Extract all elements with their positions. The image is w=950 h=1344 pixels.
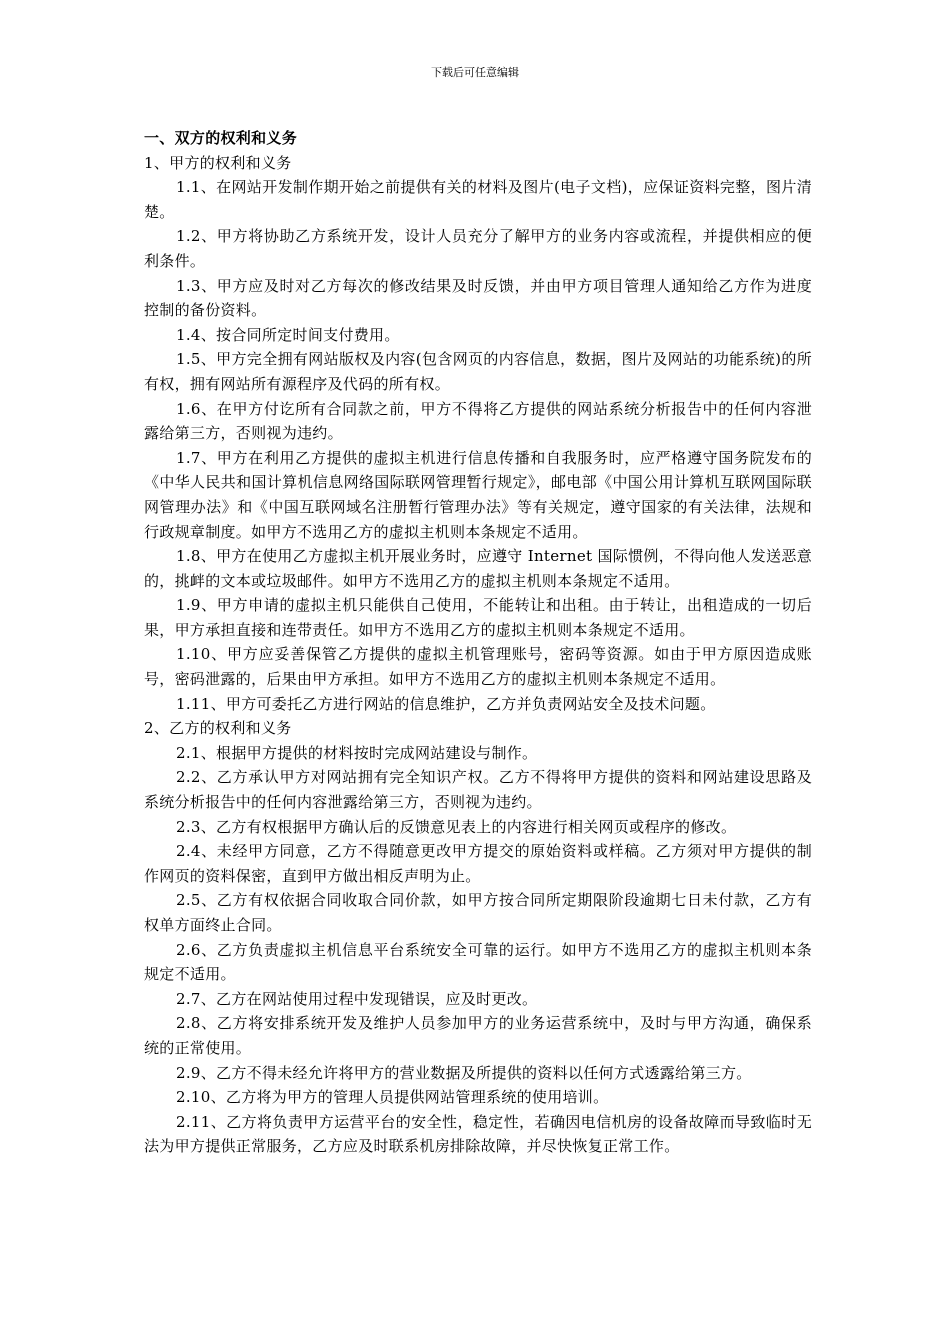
document-body <box>144 126 812 1159</box>
clause-1-2: 1.2、甲方将协助乙方系统开发，设计人员充分了解甲方的业务内容或流程，并提供相应的便利条件。 <box>144 227 812 270</box>
clause-1-5: 1.5、甲方完全拥有网站版权及内容(包含网页的内容信息，数据，图片及网站的功能系统)的所有权，拥有网站所有源程序及代码的所有权。 <box>144 350 812 393</box>
clause-1-9: 1.9、甲方申请的虚拟主机只能供自己使用，不能转让和出租。由于转让，出租造成的一切后果，甲方承担直接和连带责任。如甲方不选用乙方的虚拟主机则本条规定不适用。 <box>144 596 812 639</box>
clause-1-1: 1.1、在网站开发制作期开始之前提供有关的材料及图片(电子文档)，应保证资料完整，图片清楚。 <box>144 178 812 221</box>
page-header: 下载后可任意编辑 <box>431 66 519 79</box>
section-title: 一、双方的权利和义务 <box>144 129 298 147</box>
party-a-heading: 1、甲方的权利和义务 <box>144 153 292 172</box>
clause-2-7: 2.7、乙方在网站使用过程中发现错误，应及时更改。 <box>176 989 538 1008</box>
clause-1-10: 1.10、甲方应妥善保管乙方提供的虚拟主机管理账号，密码等资源。如由于甲方原因造成账号，密码泄露的，后果由甲方承担。如甲方不选用乙方的虚拟主机则本条规定不适用。 <box>144 645 812 689</box>
clause-2-8: 2.8、乙方将安排系统开发及维护人员参加甲方的业务运营系统中，及时与甲方沟通，确保系统的正常使用。 <box>144 1014 812 1057</box>
clause-1-8: 1.8、甲方在使用乙方虚拟主机开展业务时，应遵守 Internet 国际惯例，不得向他人发送恶意的，挑衅的文本或垃圾邮件。如甲方不选用乙方的虚拟主机则本条规定不适用。 <box>144 547 812 590</box>
clause-2-4: 2.4、未经甲方同意，乙方不得随意更改甲方提交的原始资料或样稿。乙方须对甲方提供的制作网页的资料保密，直到甲方做出相反声明为止。 <box>144 842 812 885</box>
clause-1-6: 1.6、在甲方付讫所有合同款之前，甲方不得将乙方提供的网站系统分析报告中的任何内容泄露给第三方，否则视为违约。 <box>144 399 812 443</box>
clause-2-1: 2.1、根据甲方提供的材料按时完成网站建设与制作。 <box>176 743 538 762</box>
clause-2-11: 2.11、乙方将负责甲方运营平台的安全性，稳定性，若确因电信机房的设备故障而导致临时无法为甲方提供正常服务，乙方应及时联系机房排除故障，并尽快恢复正常工作。 <box>144 1112 812 1156</box>
clause-2-2: 2.2、乙方承认甲方对网站拥有完全知识产权。乙方不得将甲方提供的资料和网站建设思路及系统分析报告中的任何内容泄露给第三方，否则视为违约。 <box>144 768 812 812</box>
clause-1-4: 1.4、按合同所定时间支付费用。 <box>176 325 400 344</box>
clause-2-9: 2.9、乙方不得未经允许将甲方的营业数据及所提供的资料以任何方式透露给第三方。 <box>176 1063 752 1082</box>
clause-1-7: 1.7、甲方在利用乙方提供的虚拟主机进行信息传播和自我服务时，应严格遵守国务院发布的《中华人民共和国计算机信息网络国际联网管理暂行规定》，邮电部《中国公用计算机互联网国际联网管理办法》和《中国互联网域名注册暂行管理办法》等有关规定，遵守国家的有关法律，法规和行政规章制度。如甲方不选用乙方的虚拟主机则本条规定不适用。 <box>144 448 812 541</box>
party-b-heading: 2、乙方的权利和义务 <box>144 719 292 738</box>
clause-1-3: 1.3、甲方应及时对乙方每次的修改结果及时反馈，并由甲方项目管理人通知给乙方作为进度控制的备份资料。 <box>144 276 812 320</box>
clause-2-6: 2.6、乙方负责虚拟主机信息平台系统安全可靠的运行。如甲方不选用乙方的虚拟主机则本条规定不适用。 <box>144 940 812 984</box>
clause-1-11: 1.11、甲方可委托乙方进行网站的信息维护，乙方并负责网站安全及技术问题。 <box>176 694 716 713</box>
clause-2-5: 2.5、乙方有权依据合同收取合同价款，如甲方按合同所定期限阶段逾期七日未付款，乙方有权单方面终止合同。 <box>144 891 812 934</box>
clause-2-10: 2.10、乙方将为甲方的管理人员提供网站管理系统的使用培训。 <box>176 1088 609 1107</box>
clause-2-3: 2.3、乙方有权根据甲方确认后的反馈意见表上的内容进行相关网页或程序的修改。 <box>176 817 737 836</box>
